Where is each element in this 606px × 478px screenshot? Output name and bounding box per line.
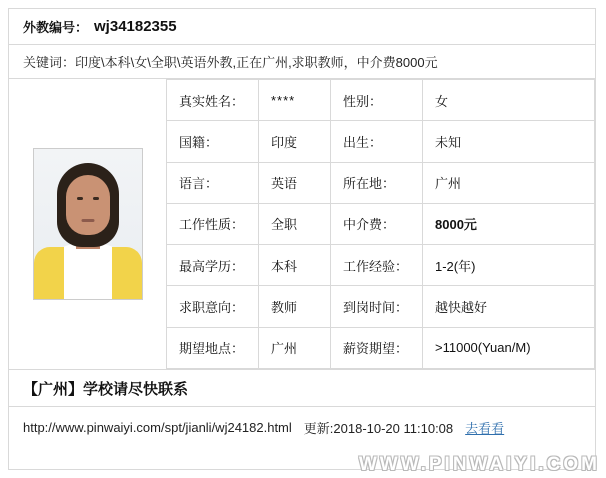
row-key-2: 中介费：: [331, 203, 423, 244]
row-value-1: ****: [259, 80, 331, 121]
keywords-value: 印度\本科\女\全职\英语外教,正在广州,求职教师，中介费8000元: [75, 55, 438, 70]
row-value-2: 1-2(年): [423, 245, 595, 286]
row-key-2: 出生：: [331, 121, 423, 162]
teacher-id-value: wj34182355: [94, 18, 177, 35]
row-key-1: 真实姓名：: [167, 80, 259, 121]
table-row: [167, 327, 595, 368]
row-value-2: >11000(Yuan/M): [423, 327, 595, 368]
keywords-label: 关键词：: [23, 55, 76, 70]
row-key-1: 求职意向：: [167, 286, 259, 327]
view-link[interactable]: 去看看: [465, 420, 505, 436]
row-value-2: 未知: [423, 121, 595, 162]
row-key-2: 所在地：: [331, 162, 423, 203]
row-key-2: 工作经验：: [331, 245, 423, 286]
candidate-photo: [33, 148, 143, 300]
row-value-1: 全职: [259, 203, 331, 244]
teacher-id-row: [9, 9, 595, 45]
table-row: [167, 245, 595, 286]
row-key-2: 薪资期望：: [331, 327, 423, 368]
resume-url[interactable]: http://www.pinwaiyi.com/spt/jianli/wj24182.html: [23, 419, 292, 435]
table-row: [167, 121, 595, 162]
keywords-row: [9, 45, 595, 79]
row-key-1: 期望地点：: [167, 327, 259, 368]
info-table: [166, 79, 595, 369]
row-key-2: 到岗时间：: [331, 286, 423, 327]
table-row: [167, 162, 595, 203]
updated-time: 更新:2018-10-20 11:10:08: [303, 420, 454, 436]
row-value-1: 教师: [259, 286, 331, 327]
row-value-2: 女: [423, 80, 595, 121]
table-row: [167, 203, 595, 244]
row-key-1: 国籍：: [167, 121, 259, 162]
teacher-id-label: 外教编号：: [23, 20, 89, 35]
table-row: [167, 80, 595, 121]
row-key-1: 最高学历：: [167, 245, 259, 286]
row-value-1: 本科: [259, 245, 331, 286]
table-row: [167, 286, 595, 327]
row-value-2: 广州: [423, 162, 595, 203]
agency-fee-value: 8000元: [423, 203, 595, 244]
row-key-2: 性别：: [331, 80, 423, 121]
row-value-1: 英语: [259, 162, 331, 203]
row-value-1: 印度: [259, 121, 331, 162]
site-watermark: WWW.PINWAIYI.COM: [358, 454, 600, 475]
row-value-2: 越快越好: [423, 286, 595, 327]
notice-row: 【广州】学校请尽快联系: [9, 369, 595, 407]
row-key-1: 语言：: [167, 162, 259, 203]
profile-body: [9, 79, 595, 369]
footer-row: [9, 407, 595, 447]
row-value-1: 广州: [259, 327, 331, 368]
row-key-1: 工作性质：: [167, 203, 259, 244]
resume-card: [8, 8, 596, 470]
photo-column: [9, 79, 166, 369]
